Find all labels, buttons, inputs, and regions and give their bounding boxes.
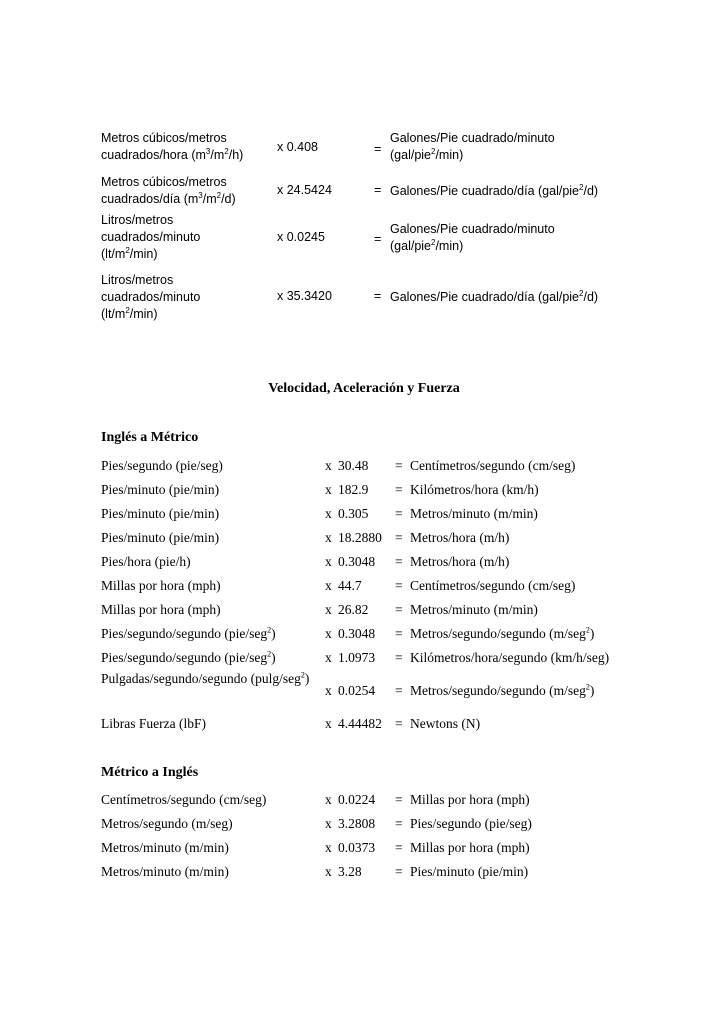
conversion-factor: 18.2880 — [338, 530, 382, 545]
to-unit: Centímetros/segundo (cm/seg) — [410, 578, 576, 593]
flow-rate-table — [101, 130, 641, 332]
equals-sign: = — [395, 792, 403, 807]
from-unit: Millas por hora (mph) — [101, 578, 221, 593]
equals-sign: = — [395, 716, 403, 731]
multiply-sign: x — [325, 482, 332, 497]
multiply-sign: x — [325, 716, 332, 731]
from-unit: Pies/hora (pie/h) — [101, 554, 191, 569]
to-unit: Metros/hora (m/h) — [410, 554, 510, 569]
equals-sign: = — [395, 840, 403, 855]
equals-sign: = — [395, 602, 403, 617]
metric-to-english-row — [101, 836, 661, 860]
to-unit: Metros/hora (m/h) — [410, 530, 510, 545]
multiply-sign: x — [325, 683, 332, 698]
flow-row-1-factor: x 0.408 — [277, 140, 319, 154]
conversion-factor: 0.0254 — [338, 683, 376, 698]
text-line: Metros cúbicos/metros — [101, 175, 227, 189]
conversion-factor: 182.9 — [338, 482, 369, 497]
equals-sign: = — [395, 506, 403, 521]
english-to-metric-row — [101, 526, 661, 550]
english-to-metric-row — [101, 502, 661, 526]
multiply-sign: x — [325, 816, 332, 831]
flow-row-1-equals: = — [374, 142, 382, 156]
from-unit: Pies/minuto (pie/min) — [101, 530, 220, 545]
english-to-metric-row — [101, 646, 661, 670]
english-to-metric-row — [101, 550, 661, 574]
english-to-metric-row — [101, 478, 661, 502]
equals-sign: = — [395, 864, 403, 879]
flow-row-3 — [101, 212, 641, 272]
conversion-factor: 4.44482 — [338, 716, 382, 731]
equals-sign: = — [395, 482, 403, 497]
conversion-factor: 0.3048 — [338, 554, 376, 569]
english-to-metric-row — [101, 670, 661, 712]
text-line: Galones/Pie cuadrado/minuto — [390, 222, 555, 236]
equals-sign: = — [395, 578, 403, 593]
english-to-metric-table — [101, 454, 661, 736]
flow-row-3-equals: = — [374, 232, 382, 246]
flow-row-1-to — [390, 130, 640, 164]
flow-row-3-factor: x 0.0245 — [277, 230, 325, 244]
text-line: Litros/metros — [101, 213, 174, 227]
text-line: Metros cúbicos/metros — [101, 131, 227, 145]
from-unit: Pulgadas/segundo/segundo (pulg/seg$^2$) — [101, 670, 310, 686]
flow-row-4-to — [390, 289, 640, 306]
from-unit: Pies/segundo/segundo (pie/seg$^2$) — [101, 649, 276, 665]
conversion-factor: 30.48 — [338, 458, 369, 473]
to-unit: Metros/minuto (m/min) — [410, 506, 538, 521]
text-line: Galones/Pie cuadrado/día (gal/pie$^2$/d) — [390, 288, 599, 304]
text-line: (gal/pie$^2$/min) — [390, 237, 464, 253]
to-unit: Pies/minuto (pie/min) — [410, 864, 529, 879]
equals-sign: = — [395, 554, 403, 569]
multiply-sign: x — [325, 602, 332, 617]
conversion-factor: 26.82 — [338, 602, 369, 617]
text-line: cuadrados/hora $(m^3/m^2/h)$ — [101, 146, 244, 162]
conversion-factor: 0.305 — [338, 506, 369, 521]
flow-row-4 — [101, 272, 641, 332]
from-unit: Metros/minuto (m/min) — [101, 840, 229, 855]
conversion-factor: 0.3048 — [338, 626, 376, 641]
flow-row-2-to — [390, 183, 640, 200]
english-to-metric-row — [101, 598, 661, 622]
to-unit: Millas por hora (mph) — [410, 792, 530, 807]
flow-row-4-equals: = — [374, 289, 382, 303]
to-unit: Metros/segundo/segundo (m/seg$^2$) — [410, 625, 595, 641]
multiply-sign: x — [325, 554, 332, 569]
metric-to-english-row — [101, 788, 661, 812]
to-unit: Kilómetros/hora/segundo (km/h/seg) — [410, 650, 610, 665]
conversion-factor: 1.0973 — [338, 650, 376, 665]
equals-sign: = — [395, 650, 403, 665]
from-unit: Millas por hora (mph) — [101, 602, 221, 617]
text-line: $(lt/m^2/\min)$ — [101, 245, 158, 261]
metric-to-english-row — [101, 812, 661, 836]
english-to-metric-row — [101, 574, 661, 598]
from-unit: Pies/minuto (pie/min) — [101, 482, 220, 497]
section-title: Velocidad, Aceleración y Fuerza — [268, 381, 460, 396]
equals-sign: = — [395, 816, 403, 831]
from-unit: Metros/minuto (m/min) — [101, 864, 229, 879]
from-unit: Libras Fuerza (lbF) — [101, 716, 206, 731]
equals-sign: = — [395, 530, 403, 545]
multiply-sign: x — [325, 530, 332, 545]
flow-row-2-equals: = — [374, 183, 382, 197]
to-unit: Metros/segundo/segundo (m/seg$^2$) — [410, 682, 595, 698]
text-line: cuadrados/minuto — [101, 290, 201, 304]
text-line: Galones/Pie cuadrado/día (gal/pie$^2$/d) — [390, 182, 599, 198]
flow-row-2 — [101, 174, 641, 212]
multiply-sign: x — [325, 840, 332, 855]
text-line: (gal/pie$^2$/min) — [390, 146, 464, 162]
flow-row-2-from — [101, 174, 266, 208]
from-unit: Pies/segundo (pie/seg) — [101, 458, 223, 473]
multiply-sign: x — [325, 626, 332, 641]
multiply-sign: x — [325, 506, 332, 521]
text-line: $(lt/m^2/\min)$ — [101, 305, 158, 321]
flow-row-1-from — [101, 130, 266, 164]
flow-row-2-factor: x 24.5424 — [277, 183, 332, 197]
from-unit: Pies/segundo/segundo (pie/seg$^2$) — [101, 625, 276, 641]
from-unit: Centímetros/segundo (cm/seg) — [101, 792, 267, 807]
to-unit: Pies/segundo (pie/seg) — [410, 816, 532, 831]
to-unit: Metros/minuto (m/min) — [410, 602, 538, 617]
multiply-sign: x — [325, 578, 332, 593]
multiply-sign: x — [325, 864, 332, 879]
multiply-sign: x — [325, 458, 332, 473]
english-to-metric-row — [101, 454, 661, 478]
equals-sign: = — [395, 458, 403, 473]
multiply-sign: x — [325, 792, 332, 807]
flow-row-3-to — [390, 221, 640, 255]
metric-to-english-row — [101, 860, 661, 884]
to-unit: Centímetros/segundo (cm/seg) — [410, 458, 576, 473]
english-to-metric-heading: Inglés a Métrico — [101, 430, 199, 445]
english-to-metric-row — [101, 712, 661, 736]
text-line: cuadrados/día $(m^3/m^2/d)$ — [101, 190, 236, 206]
conversion-factor: 3.28 — [338, 864, 362, 879]
flow-row-4-factor: x 35.3420 — [277, 289, 332, 303]
to-unit: Kilómetros/hora (km/h) — [410, 482, 539, 497]
flow-row-3-from — [101, 212, 266, 263]
from-unit: Pies/minuto (pie/min) — [101, 506, 220, 521]
conversion-factor: 44.7 — [338, 578, 362, 593]
multiply-sign: x — [325, 650, 332, 665]
equals-sign: = — [395, 683, 403, 698]
metric-to-english-table — [101, 788, 661, 884]
metric-to-english-heading: Métrico a Inglés — [101, 765, 199, 780]
flow-row-4-from — [101, 272, 266, 323]
to-unit: Millas por hora (mph) — [410, 840, 530, 855]
conversion-factor: 0.0373 — [338, 840, 376, 855]
text-line: Litros/metros — [101, 273, 174, 287]
from-unit: Metros/segundo (m/seg) — [101, 816, 233, 831]
conversion-factor: 0.0224 — [338, 792, 376, 807]
equals-sign: = — [395, 626, 403, 641]
flow-row-1 — [101, 130, 641, 174]
text-line: Galones/Pie cuadrado/minuto — [390, 131, 555, 145]
conversion-factor: 3.2808 — [338, 816, 376, 831]
english-to-metric-row — [101, 622, 661, 646]
to-unit: Newtons (N) — [410, 716, 481, 731]
text-line: cuadrados/minuto — [101, 230, 201, 244]
